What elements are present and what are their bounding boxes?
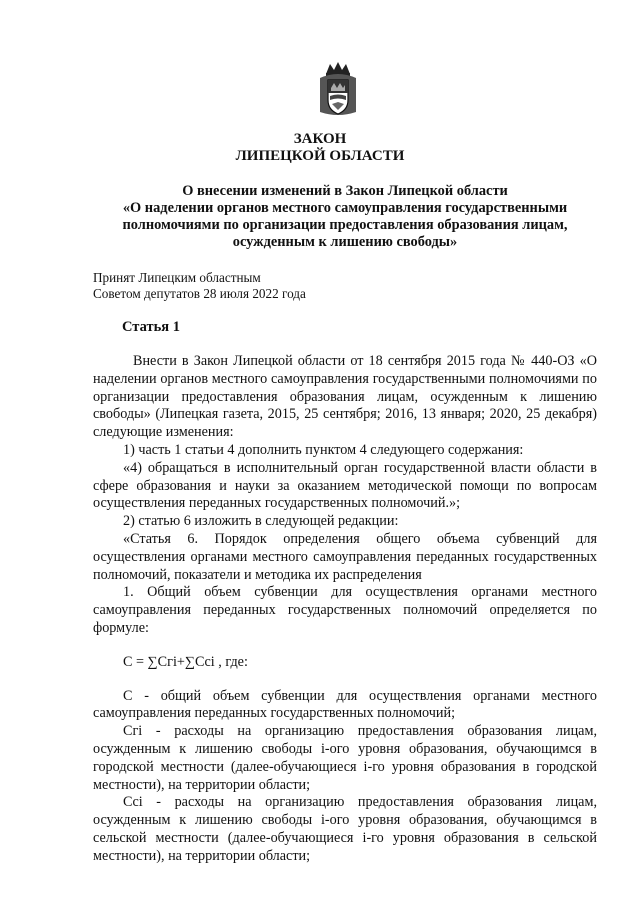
paragraph-item-1: 1) часть 1 статьи 4 дополнить пунктом 4 следующего содержания:	[123, 441, 524, 458]
paragraph-article-6-heading: «Статья 6. Порядок определения общего объема субвенций для осуществления органами местного самоуправления переданных государственных полномочий, показатели и методика их распределения	[93, 530, 597, 583]
law-title-line2: ЛИПЕЦКОЙ ОБЛАСТИ	[235, 148, 405, 164]
paragraph-def-c: C - общий объем субвенции для осуществления органами местного самоуправления переданных государственных полномочий;	[93, 687, 597, 722]
adoption-line1: Принят Липецким областным	[93, 270, 261, 285]
formula: C = ∑Cгi+∑Cсi , где:	[123, 653, 248, 670]
law-subtitle-line4: осужденным к лишению свободы»	[232, 234, 458, 250]
law-title-line1: ЗАКОН	[293, 131, 347, 147]
law-subtitle-line3: полномочиями по организации предоставления образования лицам,	[122, 217, 568, 233]
adoption-line2: Советом депутатов 28 июля 2022 года	[93, 286, 306, 301]
article-body	[93, 353, 597, 866]
paragraph-def-csi: Cсi - расходы на организацию предоставления образования лицам, осужденным к лишению свободы i-ого уровня образования, обучающимся в сельской местности (далее-обучающиеся i-го уровня образования в сельской местности), на территории области;	[93, 794, 597, 864]
paragraph-def-cgi: Cгi - расходы на организацию предоставления образования лицам, осужденным к лишению свободы i-ого уровня образования, обучающимся в городской местности (далее-обучающиеся i-го уровня образования в городской местности), на территории области;	[93, 723, 597, 793]
paragraph-intro: Внести в Закон Липецкой области от 18 сентября 2015 года № 440-ОЗ «О наделении органов местного самоуправления государственными полномочиями по организации предоставления образования лицам, осужденным к лишению свободы» (Липецкая газета, 2015, 25 сентября; 2016, 13 января; 2020, 25 декабря) следующие изменения:	[93, 353, 597, 441]
law-subtitle-line1: О внесении изменений в Закон Липецкой области	[182, 183, 508, 199]
coat-of-arms-icon	[316, 60, 360, 120]
law-subtitle-line2: «О наделении органов местного самоуправления государственными	[122, 200, 568, 216]
paragraph-quote-item-4: «4) обращаться в исполнительный орган государственной власти области в сфере образования и науки за оказанием методической помощи по вопросам осуществления переданных государственных полномочий.»;	[93, 459, 597, 512]
paragraph-item-2: 2) статью 6 изложить в следующей редакции:	[123, 513, 399, 530]
article-heading: Статья 1	[122, 319, 180, 335]
paragraph-part-1: 1. Общий объем субвенции для осуществления органами местного самоуправления переданных государственных полномочий определяется по формуле:	[93, 584, 597, 636]
